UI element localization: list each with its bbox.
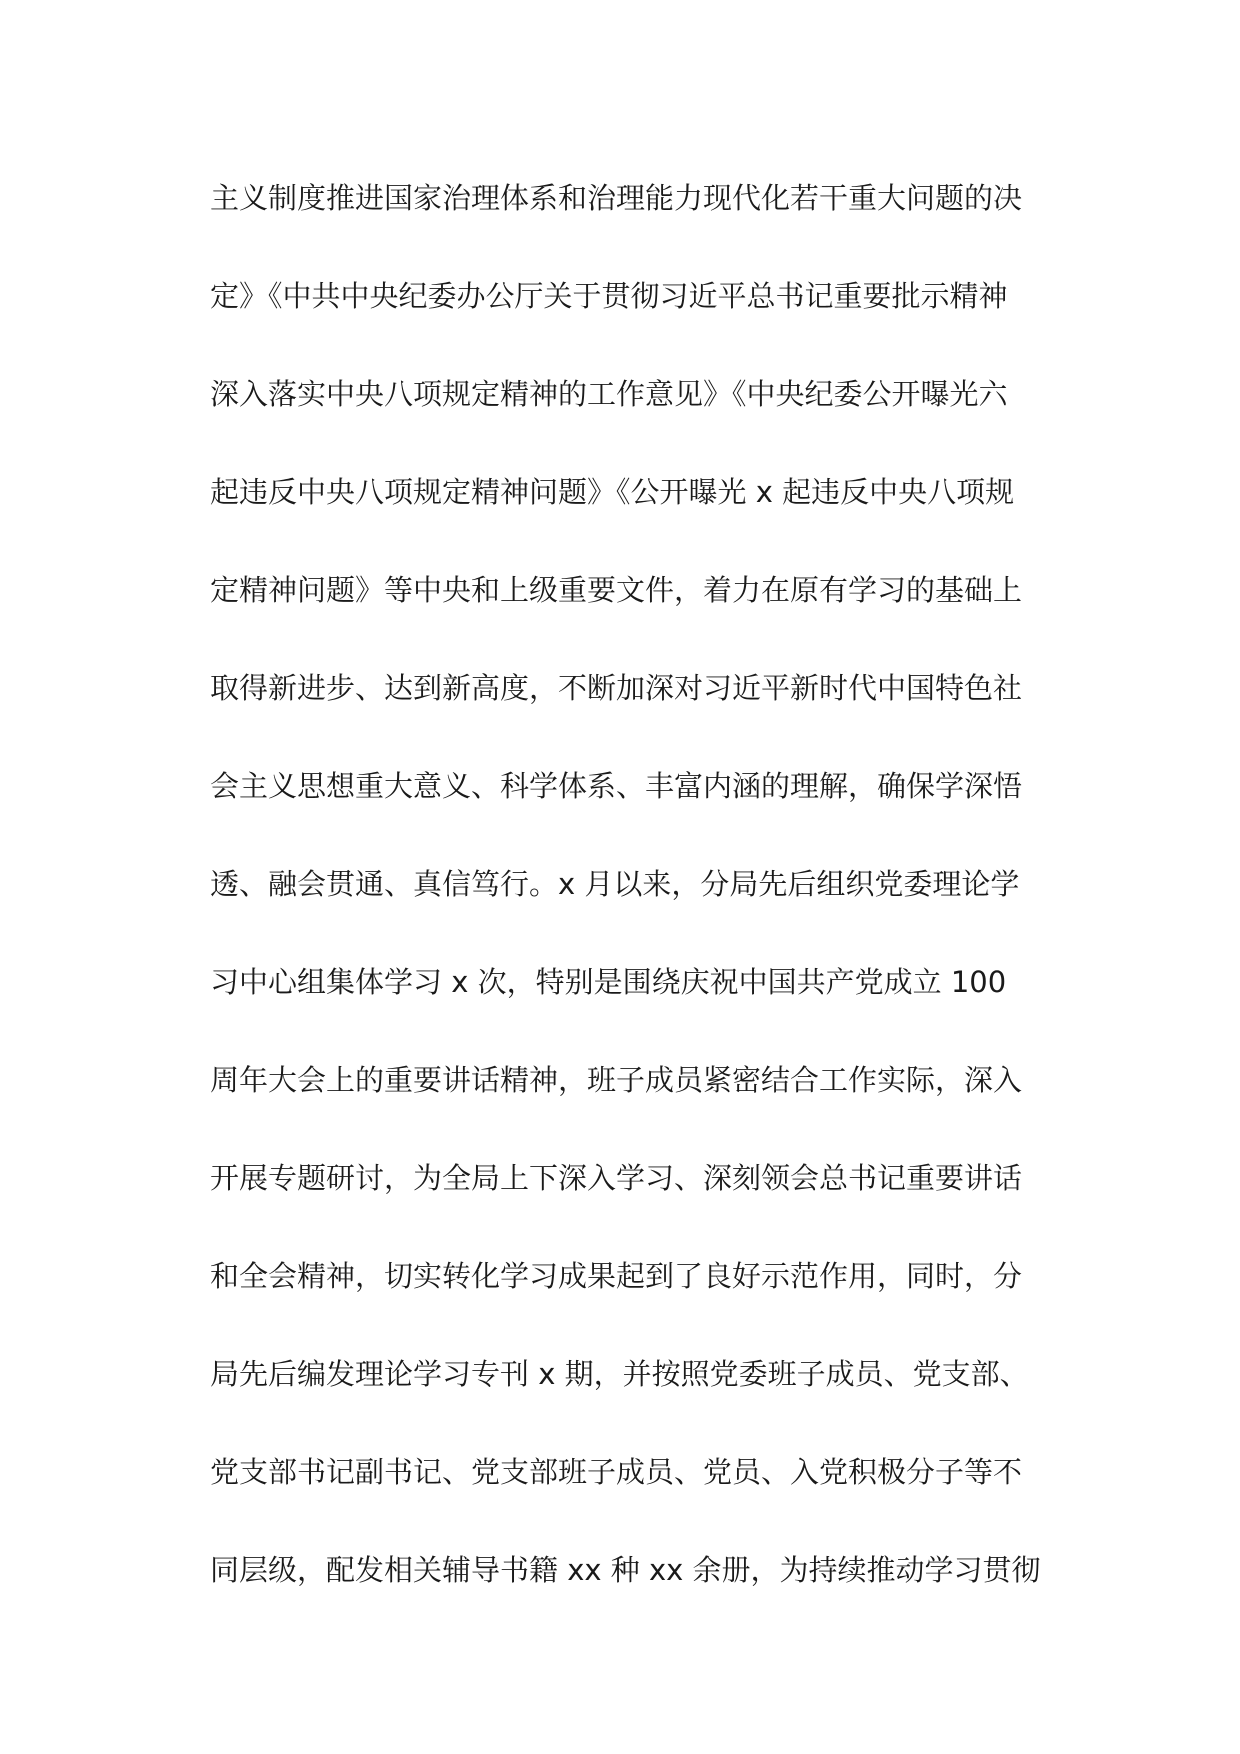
text-line: 定》《中共中央纪委办公厅关于贯彻习近平总书记重要批示精神 (210, 279, 1008, 313)
text-line: 会主义思想重大意义、科学体系、丰富内涵的理解，确保学深悟 (210, 769, 1023, 803)
text-line: 同层级，配发相关辅导书籍 xx 种 xx 余册，为持续推动学习贯彻 (210, 1553, 1041, 1587)
text-line: 定精神问题》等中央和上级重要文件，着力在原有学习的基础上 (210, 573, 1023, 607)
text-line: 和全会精神，切实转化学习成果起到了良好示范作用，同时，分 (210, 1259, 1023, 1293)
text-line: 周年大会上的重要讲话精神，班子成员紧密结合工作实际，深入 (210, 1063, 1023, 1097)
text-line: 局先后编发理论学习专刊 x 期，并按照党委班子成员、党支部、 (210, 1357, 1029, 1391)
text-line: 主义制度推进国家治理体系和治理能力现代化若干重大问题的决 (210, 181, 1023, 215)
document-body (210, 168, 1050, 1638)
text-line: 起违反中央八项规定精神问题》《公开曝光 x 起违反中央八项规 (210, 475, 1015, 509)
text-line: 开展专题研讨，为全局上下深入学习、深刻领会总书记重要讲话 (210, 1161, 1023, 1195)
text-line: 透、融会贯通、真信笃行。x 月以来，分局先后组织党委理论学 (210, 867, 1020, 901)
text-line: 深入落实中央八项规定精神的工作意见》《中央纪委公开曝光六 (210, 377, 1008, 411)
text-line: 习中心组集体学习 x 次，特别是围绕庆祝中国共产党成立 100 (210, 965, 1007, 999)
text-line: 党支部书记副书记、党支部班子成员、党员、入党积极分子等不 (210, 1455, 1023, 1489)
text-line: 取得新进步、达到新高度，不断加深对习近平新时代中国特色社 (210, 671, 1023, 705)
